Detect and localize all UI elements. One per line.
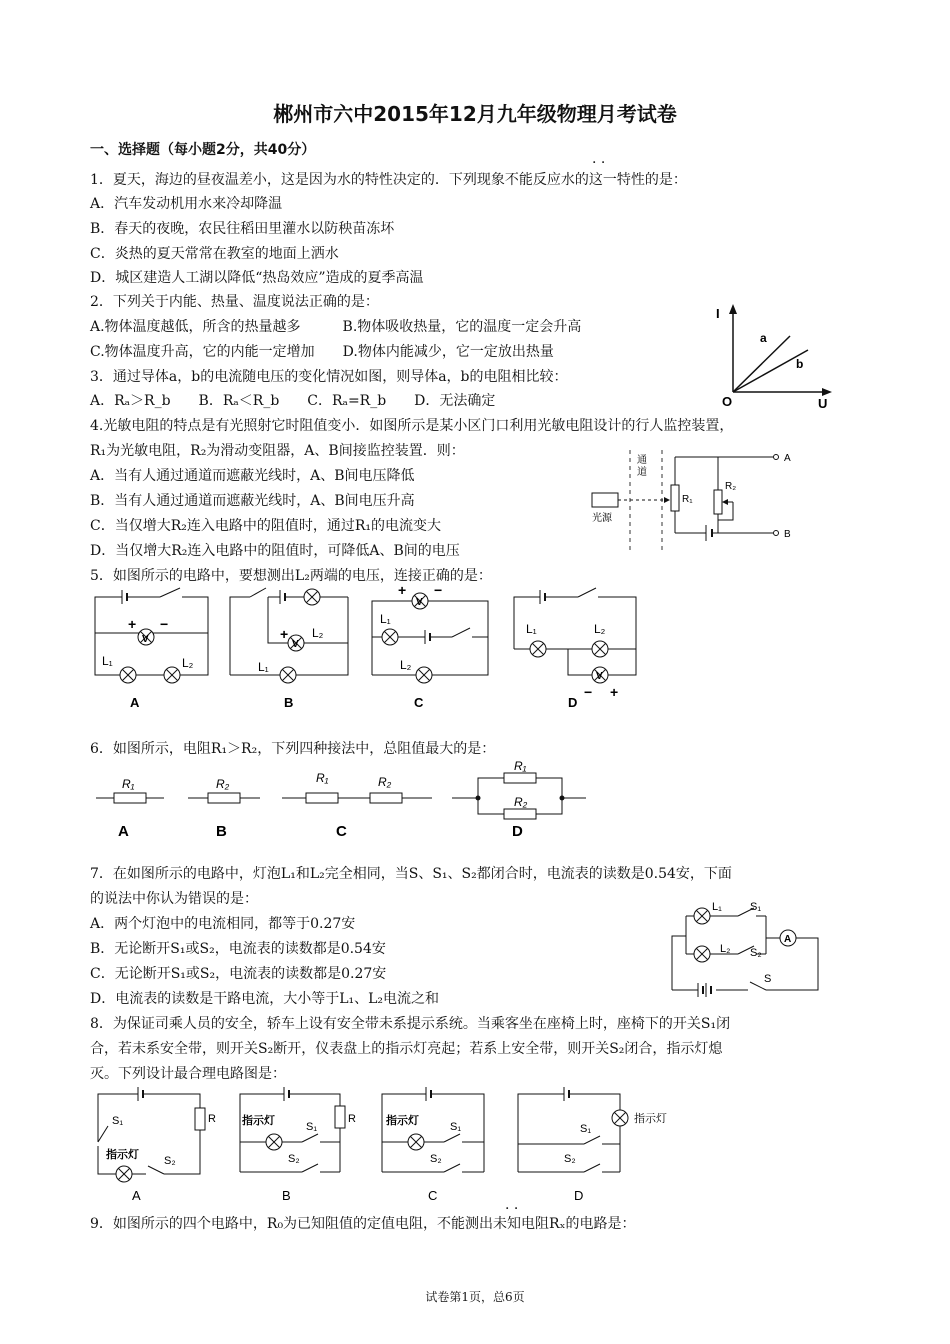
q5-label-b: B	[284, 695, 294, 710]
q5-label-c: C	[414, 695, 424, 710]
q5b-l1: L₁	[258, 660, 269, 674]
q5c-l1: L₁	[380, 612, 391, 626]
section-heading: 一、选择题（每小题2分，共40分）	[90, 142, 316, 158]
q3-iu-graph	[708, 300, 838, 410]
channel-label-2: 道	[637, 467, 647, 478]
q5-circuit-b	[230, 588, 348, 710]
q1-option-b: B．春天的夜晚，农民往稻田里灌水以防秧苗冻坏	[90, 221, 395, 237]
q8-circuit-b	[240, 1087, 356, 1203]
point-b-label: B	[784, 529, 791, 540]
emphasis-dots: · ·	[592, 155, 606, 171]
graph-line-b: b	[796, 357, 804, 371]
q5-circuit-a	[95, 588, 208, 710]
svg-text:−: −	[434, 582, 443, 598]
q8-label-a: A	[132, 1188, 141, 1203]
q8-circuit-a	[98, 1087, 216, 1203]
q7-parallel-circuit	[666, 898, 826, 1002]
q7-option-c: C．无论断开S₁或S₂，电流表的读数都是0.27安	[90, 966, 387, 982]
q6-option-b	[188, 777, 260, 840]
q1-option-d: D．城区建造人工湖以降低“热岛效应”造成的夏季高温	[90, 270, 424, 286]
q1-option-a: A．汽车发动机用水来冷却降温	[90, 196, 283, 212]
q8a-r: R	[208, 1113, 216, 1125]
page-title: 郴州市六中2015年12月九年级物理月考试卷	[273, 102, 677, 126]
svg-text:+: +	[280, 626, 289, 642]
q6b-r2: R₂	[216, 777, 230, 791]
q8-label-b: B	[282, 1188, 291, 1203]
ammeter-label: A	[784, 934, 792, 945]
q8c-s2: S₂	[430, 1153, 442, 1165]
q5a-l2: L₂	[182, 656, 194, 670]
q5c-l2: L₂	[400, 658, 412, 672]
q8b-lamp: 指示灯	[242, 1115, 275, 1127]
q7-l2: L₂	[720, 943, 731, 955]
q8-stem-3: 灭。下列设计最合理电路图是：	[90, 1066, 286, 1082]
svg-text:V: V	[142, 634, 149, 645]
q7-s1: S₁	[750, 901, 762, 913]
q9-stem: 9．如图所示的四个电路中，R₀为已知阻值的定值电阻，不能测出未知电阻Rₓ的电路是：	[90, 1216, 636, 1232]
q7-s2: S₂	[750, 947, 762, 959]
graph-y-label: I	[716, 306, 720, 321]
q3-options: A．Rₐ＞R_b B．Rₐ＜R_b C．Rₐ=R_b D．无法确定	[90, 393, 496, 409]
q4-stem-2: R₁为光敏电阻，R₂为滑动变阻器，A、B间接监控装置．则：	[90, 443, 465, 459]
q5a-l1: L₁	[102, 654, 113, 668]
q6-option-d	[452, 759, 586, 840]
q2-options-ab: A.物体温度越低，所含的热量越多 B.物体吸收热量，它的温度一定会升高	[90, 319, 582, 335]
svg-text:−: −	[160, 616, 169, 632]
q3-stem: 3．通过导体a，b的电流随电压的变化情况如图，则导体a，b的电阻相比较：	[90, 369, 568, 385]
q7-option-a: A．两个灯泡中的电流相同，都等于0.27安	[90, 916, 356, 932]
svg-text:V: V	[416, 597, 423, 608]
q5-label-d: D	[568, 695, 578, 710]
q8-label-c: C	[428, 1188, 438, 1203]
q4-stem-1: 4.光敏电阻的特点是有光照射它时阻值变小．如图所示是某小区门口利用光敏电阻设计的行人监控装置，	[90, 418, 734, 434]
svg-text:V: V	[292, 639, 299, 650]
q8-circuits	[90, 1082, 690, 1204]
q6c-r1: R₁	[316, 771, 329, 785]
svg-text:V: V	[596, 671, 603, 682]
emphasis-dots-q9: · ·	[505, 1201, 519, 1217]
q8-circuit-c	[382, 1087, 484, 1203]
q6c-r2: R₂	[378, 775, 392, 789]
graph-x-label: U	[818, 396, 828, 411]
q6d-r2: R₂	[514, 795, 528, 809]
q7-stem-1: 7．在如图所示的电路中，灯泡L₁和L₂完全相同，当S、S₁、S₂都闭合时，电流表的读数是0.54安，下面	[90, 866, 732, 882]
svg-text:−: −	[584, 684, 593, 700]
svg-text:+: +	[398, 582, 407, 598]
q4-option-d: D．当仅增大R₂连入电路中的阻值时，可降低A、B间的电压	[90, 543, 460, 559]
q8-label-d: D	[574, 1188, 584, 1203]
q8d-lamp: 指示灯	[634, 1113, 667, 1125]
q4-option-b: B．当有人通过通道而遮蔽光线时，A、B间电压升高	[90, 493, 415, 509]
q6-option-c	[282, 771, 432, 840]
q4-monitor-circuit	[588, 445, 803, 555]
q7-option-b: B．无论断开S₁或S₂，电流表的读数都是0.54安	[90, 941, 386, 957]
q5-stem: 5．如图所示的电路中，要想测出L₂两端的电压，连接正确的是：	[90, 568, 492, 584]
q8b-r: R	[348, 1113, 356, 1125]
q6-label-d: D	[512, 823, 523, 840]
q6d-r1: R₁	[514, 759, 527, 773]
q8a-lamp: 指示灯	[106, 1149, 139, 1161]
q8c-s1: S₁	[450, 1121, 462, 1133]
q5-circuits	[90, 582, 650, 715]
q8-stem-1: 8．为保证司乘人员的安全，轿车上设有安全带未系提示系统。当乘客坐在座椅上时，座椅下的开关S₁闭	[90, 1016, 731, 1032]
q6-label-c: C	[336, 823, 347, 840]
q5-circuit-d	[514, 588, 636, 710]
q8d-s1: S₁	[580, 1123, 592, 1135]
q6-stem: 6．如图所示，电阻R₁＞R₂，下列四种接法中，总阻值最大的是：	[90, 741, 496, 757]
q8-stem-2: 合，若未系安全带，则开关S₂断开，仪表盘上的指示灯亮起；若系上安全带，则开关S₂闭合，指示灯熄	[90, 1041, 723, 1057]
q1-option-c: C．炎热的夏天常常在教室的地面上洒水	[90, 246, 339, 262]
q5-label-a: A	[130, 695, 140, 710]
svg-text:+: +	[610, 684, 619, 700]
q4-option-c: C．当仅增大R₂连入电路中的阻值时，通过R₁的电流变大	[90, 518, 442, 534]
q7-s: S	[764, 973, 772, 985]
q6-option-a	[96, 777, 164, 840]
q5d-l1: L₁	[526, 622, 537, 636]
svg-text:+: +	[128, 616, 137, 632]
q7-stem-2: 的说法中你认为错误的是：	[90, 891, 258, 907]
graph-line-a: a	[760, 331, 767, 345]
q1-stem: 1．夏天，海边的昼夜温差小，这是因为水的特性决定的．下列现象不能反应水的这一特性的是：	[90, 172, 687, 188]
q2-stem: 2．下列关于内能、热量、温度说法正确的是：	[90, 294, 379, 310]
q8d-s2: S₂	[564, 1153, 576, 1165]
q7-option-d: D．电流表的读数是干路电流，大小等于L₁、L₂电流之和	[90, 991, 440, 1007]
q5d-l2: L₂	[594, 622, 606, 636]
point-a-label: A	[784, 453, 791, 464]
q6-label-b: B	[216, 823, 227, 840]
q8b-s2: S₂	[288, 1153, 300, 1165]
q8a-s2: S₂	[164, 1155, 176, 1167]
q6-label-a: A	[118, 823, 129, 840]
r2-label: R₂	[725, 481, 737, 492]
light-source-label: 光源	[592, 513, 612, 524]
q5-circuit-c	[372, 582, 488, 710]
page-footer: 试卷第1页，总6页	[425, 1290, 525, 1304]
q8a-s1: S₁	[112, 1115, 124, 1127]
q4-option-a: A．当有人通过通道而遮蔽光线时，A、B间电压降低	[90, 468, 415, 484]
channel-label-1: 通	[637, 455, 647, 466]
q8b-s1: S₁	[306, 1121, 318, 1133]
r1-label: R₁	[682, 494, 693, 505]
graph-origin: O	[722, 394, 733, 409]
q2-options-cd: C.物体温度升高，它的内能一定增加 D.物体内能减少，它一定放出热量	[90, 344, 554, 360]
q6a-r1: R₁	[122, 777, 135, 791]
q5b-l2: L₂	[312, 626, 324, 640]
q8-circuit-d	[518, 1087, 667, 1203]
q8c-lamp: 指示灯	[386, 1115, 419, 1127]
q6-resistor-diagrams	[92, 758, 592, 843]
q7-l1: L₁	[712, 901, 722, 913]
